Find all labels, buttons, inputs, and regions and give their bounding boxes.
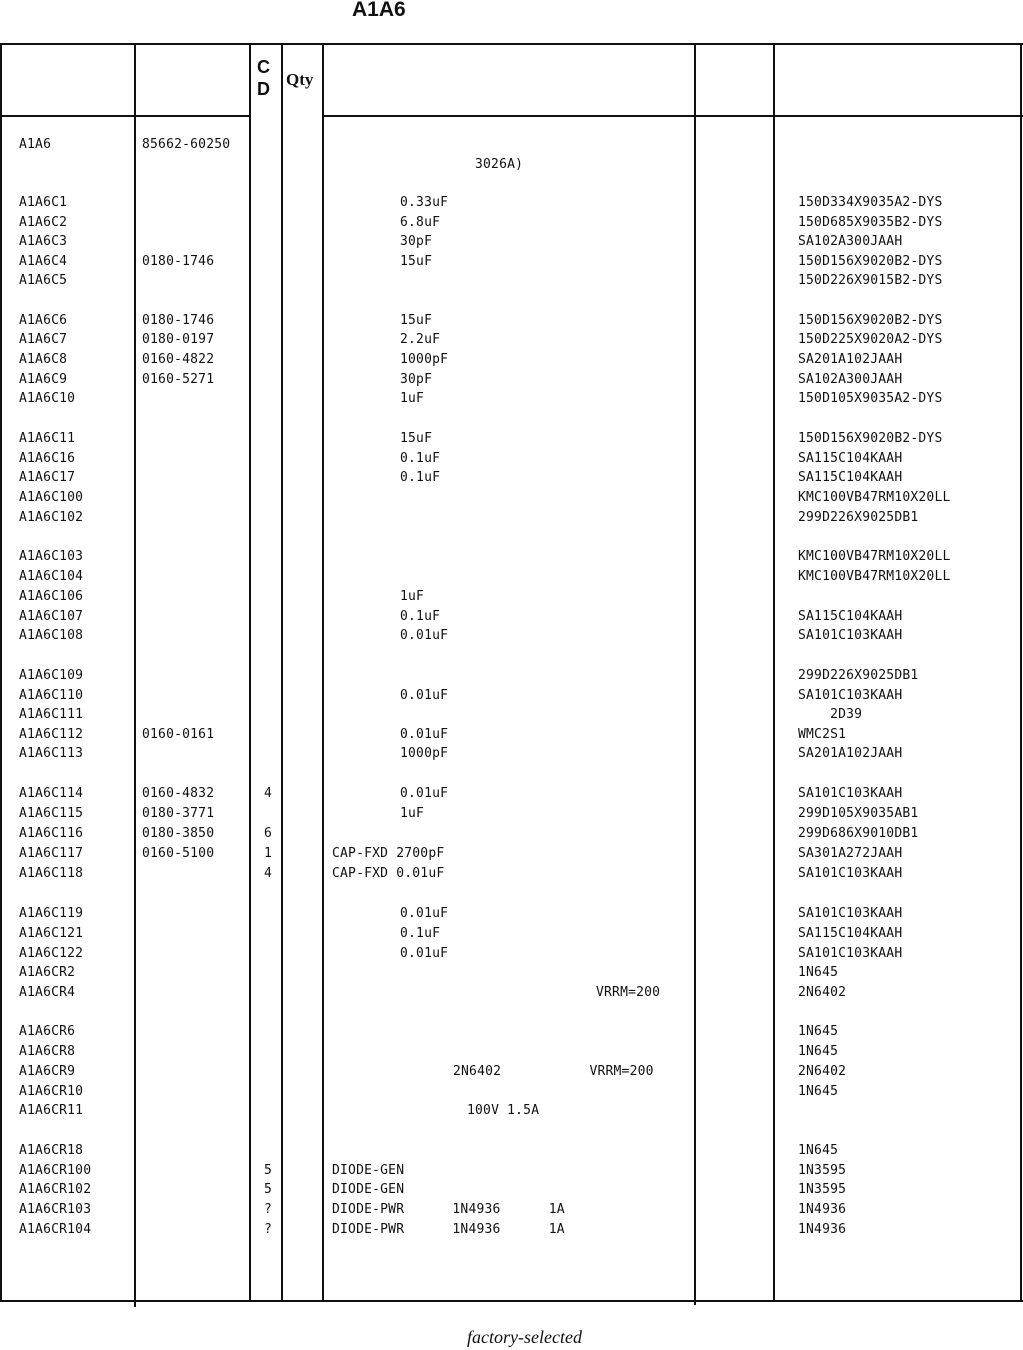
mfr-part-number: 1N645 bbox=[798, 1024, 839, 1039]
mfr-part-number: KMC100VB47RM10X20LL bbox=[798, 549, 951, 564]
column-divider bbox=[249, 43, 251, 1302]
reference-designator: A1A6CR102 bbox=[19, 1182, 92, 1197]
mfr-part-number: 150D156X9020B2-DYS bbox=[798, 313, 943, 328]
mfr-part-number: SA115C104KAAH bbox=[798, 609, 903, 624]
part-number: 0160-5100 bbox=[142, 846, 215, 861]
check-digit: 4 bbox=[264, 866, 273, 881]
mfr-part-number: 299D686X9010DB1 bbox=[798, 826, 919, 841]
mfr-part-number: SA115C104KAAH bbox=[798, 926, 903, 941]
reference-designator: A1A6C115 bbox=[19, 806, 84, 821]
cd-column-header: C D bbox=[257, 57, 270, 99]
reference-designator: A1A6CR8 bbox=[19, 1044, 76, 1059]
mfr-part-number: SA201A102JAAH bbox=[798, 352, 903, 367]
mfr-part-number: 1N4936 bbox=[798, 1202, 847, 1217]
mfr-part-number: 1N645 bbox=[798, 965, 839, 980]
reference-designator: A1A6C5 bbox=[19, 273, 68, 288]
reference-designator: A1A6C16 bbox=[19, 451, 76, 466]
mfr-part-number: SA115C104KAAH bbox=[798, 470, 903, 485]
mfr-part-number: SA301A272JAAH bbox=[798, 846, 903, 861]
reference-designator: A1A6CR100 bbox=[19, 1163, 92, 1178]
mfr-part-number: 150D156X9020B2-DYS bbox=[798, 431, 943, 446]
description: 1000pF bbox=[400, 352, 449, 367]
column-divider bbox=[134, 43, 136, 1307]
mfr-part-number: SA101C103KAAH bbox=[798, 786, 903, 801]
description: 3026A) bbox=[475, 157, 524, 172]
reference-designator: A1A6C11 bbox=[19, 431, 76, 446]
mfr-part-number: SA102A300JAAH bbox=[798, 234, 903, 249]
description: 6.8uF bbox=[400, 215, 441, 230]
description: 0.01uF bbox=[400, 727, 449, 742]
reference-designator: A1A6C4 bbox=[19, 254, 68, 269]
check-digit: ? bbox=[264, 1202, 273, 1217]
mfr-part-number: 1N645 bbox=[798, 1143, 839, 1158]
reference-designator: A1A6C6 bbox=[19, 313, 68, 328]
description: 0.1uF bbox=[400, 451, 441, 466]
description: 0.01uF bbox=[400, 906, 449, 921]
reference-designator: A1A6C110 bbox=[19, 688, 84, 703]
reference-designator: A1A6C116 bbox=[19, 826, 84, 841]
description: 0.33uF bbox=[400, 195, 449, 210]
reference-designator: A1A6C121 bbox=[19, 926, 84, 941]
mfr-part-number: 150D226X9015B2-DYS bbox=[798, 273, 943, 288]
part-number: 0160-4832 bbox=[142, 786, 215, 801]
reference-designator: A1A6C9 bbox=[19, 372, 68, 387]
reference-designator: A1A6C108 bbox=[19, 628, 84, 643]
reference-designator: A1A6C112 bbox=[19, 727, 84, 742]
description: 30pF bbox=[400, 234, 433, 249]
reference-designator: A1A6C8 bbox=[19, 352, 68, 367]
description: 15uF bbox=[400, 254, 433, 269]
part-number: 0160-4822 bbox=[142, 352, 215, 367]
footnote: factory-selected bbox=[467, 1327, 582, 1347]
description: 15uF bbox=[400, 313, 433, 328]
mfr-part-number: WMC2S1 bbox=[798, 727, 847, 742]
reference-designator: A1A6C7 bbox=[19, 332, 68, 347]
check-digit: 5 bbox=[264, 1182, 273, 1197]
part-number: 0160-0161 bbox=[142, 727, 215, 742]
mfr-part-number: 1N4936 bbox=[798, 1222, 847, 1237]
check-digit: ? bbox=[264, 1222, 273, 1237]
description: 1uF bbox=[400, 806, 425, 821]
mfr-part-number: 150D225X9020A2-DYS bbox=[798, 332, 943, 347]
reference-designator: A1A6C119 bbox=[19, 906, 84, 921]
reference-designator: A1A6C118 bbox=[19, 866, 84, 881]
description: 0.01uF bbox=[400, 688, 449, 703]
description: CAP-FXD 0.01uF bbox=[332, 866, 445, 881]
reference-designator: A1A6CR10 bbox=[19, 1084, 84, 1099]
reference-designator: A1A6C17 bbox=[19, 470, 76, 485]
reference-designator: A1A6CR103 bbox=[19, 1202, 92, 1217]
mfr-part-number: 1N3595 bbox=[798, 1182, 847, 1197]
description: 2.2uF bbox=[400, 332, 441, 347]
reference-designator: A1A6C109 bbox=[19, 668, 84, 683]
reference-designator: A1A6C122 bbox=[19, 946, 84, 961]
reference-designator: A1A6CR11 bbox=[19, 1103, 84, 1118]
reference-designator: A1A6CR9 bbox=[19, 1064, 76, 1079]
reference-designator: A1A6C111 bbox=[19, 707, 84, 722]
mfr-part-number: 2N6402 bbox=[798, 1064, 847, 1079]
mfr-part-number: SA101C103KAAH bbox=[798, 906, 903, 921]
table-bottom-border bbox=[0, 1300, 1023, 1302]
reference-designator: A1A6C113 bbox=[19, 746, 84, 761]
mfr-part-number: SA101C103KAAH bbox=[798, 946, 903, 961]
reference-designator: A1A6C107 bbox=[19, 609, 84, 624]
mfr-part-number: 2N6402 bbox=[798, 985, 847, 1000]
description: DIODE-GEN bbox=[332, 1163, 405, 1178]
reference-designator: A1A6C2 bbox=[19, 215, 68, 230]
reference-designator: A1A6CR6 bbox=[19, 1024, 76, 1039]
mfr-part-number: 1N3595 bbox=[798, 1163, 847, 1178]
mfr-part-number: SA102A300JAAH bbox=[798, 372, 903, 387]
column-divider bbox=[1020, 43, 1022, 1302]
mfr-part-number: KMC100VB47RM10X20LL bbox=[798, 569, 951, 584]
mfr-part-number: KMC100VB47RM10X20LL bbox=[798, 490, 951, 505]
check-digit: 1 bbox=[264, 846, 273, 861]
reference-designator: A1A6CR2 bbox=[19, 965, 76, 980]
part-number: 0160-5271 bbox=[142, 372, 215, 387]
table-top-border bbox=[0, 43, 1023, 45]
description: 30pF bbox=[400, 372, 433, 387]
check-digit: 4 bbox=[264, 786, 273, 801]
description: 1uF bbox=[400, 391, 425, 406]
mfr-part-number: SA115C104KAAH bbox=[798, 451, 903, 466]
description: DIODE-GEN bbox=[332, 1182, 405, 1197]
description: VRRM=200 bbox=[596, 985, 661, 1000]
description: 0.1uF bbox=[400, 926, 441, 941]
part-number: 0180-3771 bbox=[142, 806, 215, 821]
reference-designator: A1A6C102 bbox=[19, 510, 84, 525]
part-number: 0180-1746 bbox=[142, 254, 215, 269]
reference-designator: A1A6C104 bbox=[19, 569, 84, 584]
column-divider bbox=[281, 43, 283, 1302]
page-title: A1A6 bbox=[352, 0, 406, 21]
column-divider bbox=[0, 43, 2, 1302]
mfr-part-number: SA201A102JAAH bbox=[798, 746, 903, 761]
mfr-part-number: 1N645 bbox=[798, 1044, 839, 1059]
description: DIODE-PWR 1N4936 1A bbox=[332, 1222, 565, 1237]
column-divider bbox=[694, 43, 696, 1305]
description: 0.01uF bbox=[400, 946, 449, 961]
mfr-part-number: 1N645 bbox=[798, 1084, 839, 1099]
reference-designator: A1A6C106 bbox=[19, 589, 84, 604]
reference-designator: A1A6C114 bbox=[19, 786, 84, 801]
description: 0.1uF bbox=[400, 609, 441, 624]
part-number: 0180-0197 bbox=[142, 332, 215, 347]
qty-column-header: Qty bbox=[286, 70, 314, 89]
description: 2N6402 VRRM=200 bbox=[453, 1064, 654, 1079]
check-digit: 5 bbox=[264, 1163, 273, 1178]
reference-designator: A1A6CR104 bbox=[19, 1222, 92, 1237]
part-number: 0180-3850 bbox=[142, 826, 215, 841]
reference-designator: A1A6C100 bbox=[19, 490, 84, 505]
reference-designator: A1A6CR4 bbox=[19, 985, 76, 1000]
reference-designator: A1A6C3 bbox=[19, 234, 68, 249]
mfr-part-number: SA101C103KAAH bbox=[798, 688, 903, 703]
mfr-part-number: SA101C103KAAH bbox=[798, 866, 903, 881]
description: DIODE-PWR 1N4936 1A bbox=[332, 1202, 565, 1217]
reference-designator: A1A6C10 bbox=[19, 391, 76, 406]
mfr-part-number: SA101C103KAAH bbox=[798, 628, 903, 643]
part-number: 0180-1746 bbox=[142, 313, 215, 328]
column-divider bbox=[322, 43, 324, 1302]
reference-designator: A1A6CR18 bbox=[19, 1143, 84, 1158]
description: 15uF bbox=[400, 431, 433, 446]
check-digit: 6 bbox=[264, 826, 273, 841]
mfr-part-number: 150D156X9020B2-DYS bbox=[798, 254, 943, 269]
mfr-part-number: 2D39 bbox=[798, 707, 863, 722]
mfr-part-number: 299D105X9035AB1 bbox=[798, 806, 919, 821]
mfr-part-number: 299D226X9025DB1 bbox=[798, 668, 919, 683]
mfr-part-number: 150D685X9035B2-DYS bbox=[798, 215, 943, 230]
mfr-part-number: 150D334X9035A2-DYS bbox=[798, 195, 943, 210]
part-number: 85662-60250 bbox=[142, 137, 231, 152]
description: CAP-FXD 2700pF bbox=[332, 846, 445, 861]
reference-designator: A1A6 bbox=[19, 137, 52, 152]
description: 0.1uF bbox=[400, 470, 441, 485]
description: 1000pF bbox=[400, 746, 449, 761]
reference-designator: A1A6C117 bbox=[19, 846, 84, 861]
mfr-part-number: 299D226X9025DB1 bbox=[798, 510, 919, 525]
reference-designator: A1A6C103 bbox=[19, 549, 84, 564]
reference-designator: A1A6C1 bbox=[19, 195, 68, 210]
description: 0.01uF bbox=[400, 628, 449, 643]
description: 0.01uF bbox=[400, 786, 449, 801]
mfr-part-number: 150D105X9035A2-DYS bbox=[798, 391, 943, 406]
column-divider bbox=[773, 43, 775, 1302]
header-divider bbox=[323, 115, 1023, 117]
description: 1uF bbox=[400, 589, 425, 604]
header-divider bbox=[0, 115, 250, 117]
description: 100V 1.5A bbox=[467, 1103, 540, 1118]
